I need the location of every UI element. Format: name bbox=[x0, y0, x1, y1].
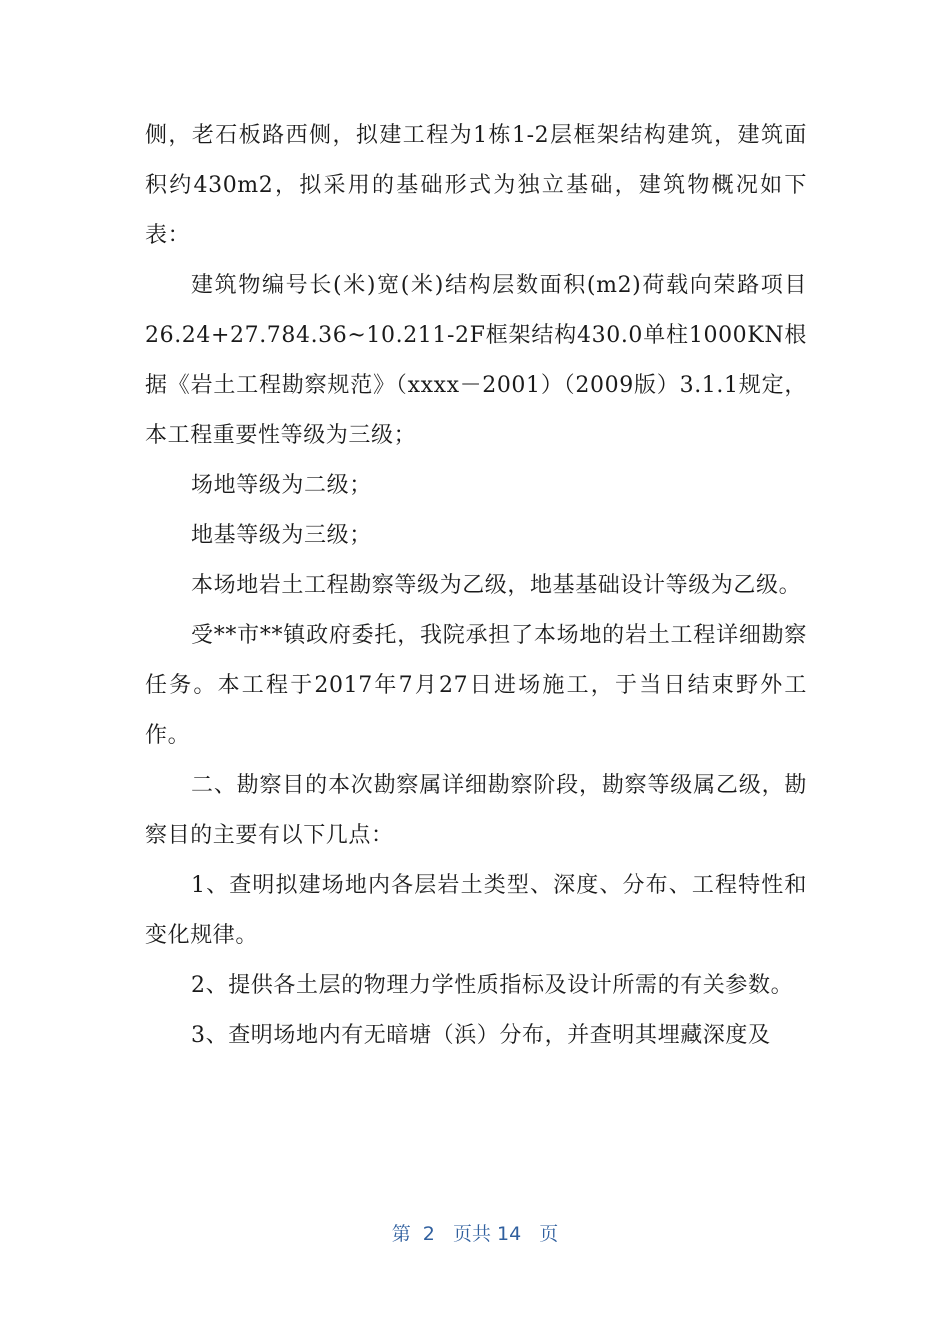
paragraph-6: 受**市**镇政府委托，我院承担了本场地的岩土工程详细勘察任务。本工程于2017年7月27日进场施工，于当日结束野外工作。 bbox=[145, 623, 807, 748]
document-body bbox=[145, 111, 807, 1061]
paragraph-2: 建筑物编号长(米)宽(米)结构层数面积(m2)荷载向荣路项目26.24+27.784.36~10.211-2F框架结构430.0单柱1000KN根据《岩土工程勘察规范》（xxxx－2001）（2009版）3.1.1规定，本工程重要性等级为三级； bbox=[145, 273, 807, 448]
page-number-footer: 第 2 页共 14 页 bbox=[391, 1223, 559, 1245]
paragraph-7: 二、勘察目的本次勘察属详细勘察阶段，勘察等级属乙级，勘察目的主要有以下几点： bbox=[145, 773, 807, 848]
paragraph-1: 侧，老石板路西侧，拟建工程为1栋1-2层框架结构建筑，建筑面积约430m2，拟采用的基础形式为独立基础，建筑物概况如下表： bbox=[145, 123, 807, 248]
paragraph-10: 3、查明场地内有无暗塘（浜）分布，并查明其埋藏深度及 bbox=[191, 1023, 771, 1048]
paragraph-4: 地基等级为三级； bbox=[191, 523, 372, 548]
paragraph-5: 本场地岩土工程勘察等级为乙级，地基基础设计等级为乙级。 bbox=[191, 573, 802, 598]
paragraph-8: 1、查明拟建场地内各层岩土类型、深度、分布、工程特性和变化规律。 bbox=[145, 873, 807, 948]
paragraph-3: 场地等级为二级； bbox=[191, 473, 372, 498]
paragraph-9: 2、提供各土层的物理力学性质指标及设计所需的有关参数。 bbox=[191, 973, 794, 998]
